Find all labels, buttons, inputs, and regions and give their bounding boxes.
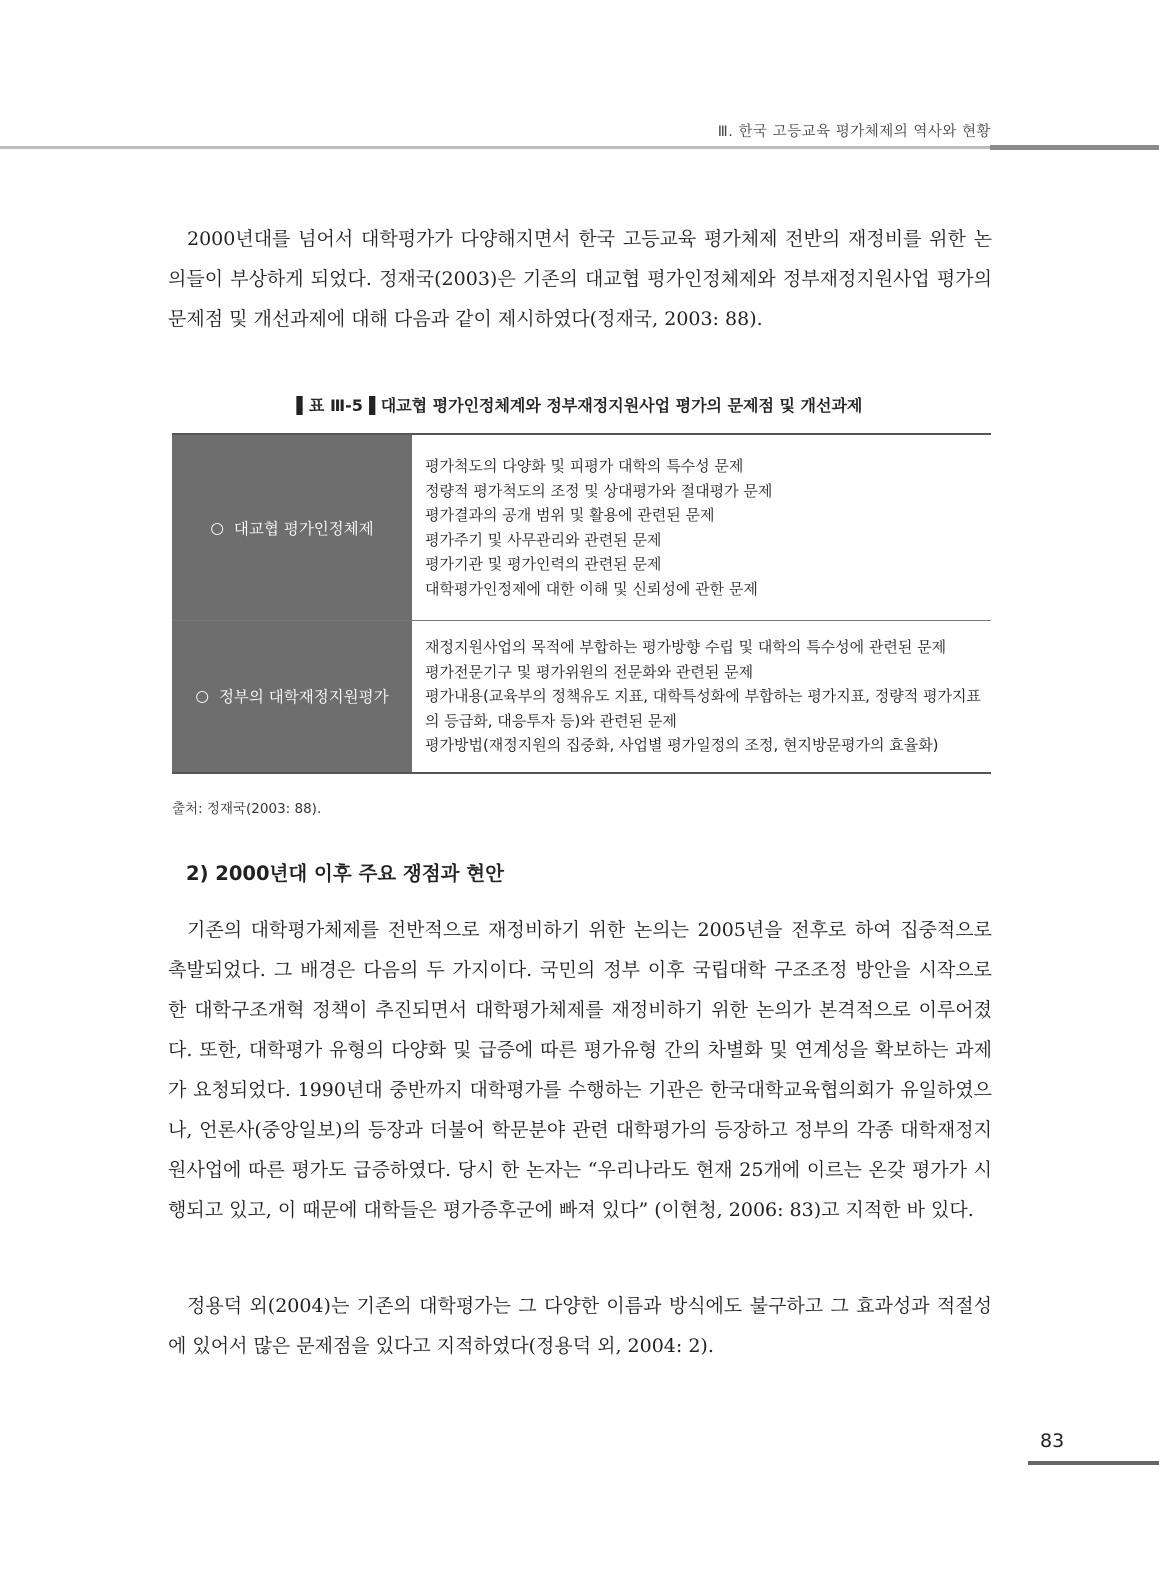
table-item: 평가전문기구 및 평가위원의 전문화와 관련된 문제 — [425, 662, 754, 681]
table-item: 평가방법(재정지원의 집중화, 사업별 평가일정의 조정, 현지방문평가의 효율화) — [425, 736, 939, 754]
table-items-cell — [413, 621, 991, 772]
table-item: 재정지원사업의 목적에 부합하는 평가방향 수립 및 대학의 특수성에 관련된 문제 — [425, 638, 947, 656]
table-items-cell — [413, 435, 991, 620]
category-label: 대교협 평가인정체제 — [233, 519, 374, 538]
table-source: 출처: 정재국(2003: 88). — [172, 801, 322, 817]
table-item: 평가기관 및 평가인력의 관련된 문제 — [425, 555, 662, 573]
header-rule-accent — [990, 145, 1159, 150]
category-label: 정부의 대학재정지원평가 — [218, 688, 389, 707]
issues-table — [172, 433, 991, 774]
table-item: 평가내용(교육부의 정책유도 지표, 대학특성화에 부합하는 평가지표, 정량적 평가지표의 등급화, 대응투자 등)와 관련된 문제 — [425, 687, 981, 730]
table-item: 대학평가인정제에 대한 이해 및 신뢰성에 관한 문제 — [425, 579, 758, 598]
table-item: 평가결과의 공개 범위 및 활용에 관련된 문제 — [425, 506, 715, 524]
body-paragraph: 정용덕 외(2004)는 기존의 대학평가는 그 다양한 이름과 방식에도 불구하고 그 효과성과 적절성에 있어서 많은 문제점을 있다고 지적하였다(정용덕 외, 2004: 2). — [168, 1295, 992, 1357]
section-heading: 2) 2000년대 이후 주요 쟁점과 현안 — [186, 862, 504, 885]
table-item: 평가척도의 다양화 및 피평가 대학의 특수성 문제 — [425, 457, 744, 475]
table-item: 정량적 평가척도의 조정 및 상대평가와 절대평가 문제 — [425, 481, 773, 500]
table-row — [172, 435, 991, 620]
running-head: Ⅲ. 한국 고등교육 평가체제의 역사와 현황 — [717, 124, 991, 140]
intro-paragraph: 2000년대를 넘어서 대학평가가 다양해지면서 한국 고등교육 평가체제 전반의 재정비를 위한 논의들이 부상하게 되었다. 정재국(2003)은 기존의 대교협 평가인정체제와 정부재정지원사업 평가의 문제점 및 개선과제에 대해 다음과 같이 제시하였다(정재국, 2003: 88). — [168, 228, 992, 330]
body-paragraph: 기존의 대학평가체제를 전반적으로 재정비하기 위한 논의는 2005년을 전후로 하여 집중적으로 촉발되었다. 그 배경은 다음의 두 가지이다. 국민의 정부 이후 국립대학 구조조정 방안을 시작으로 한 대학구조개혁 정책이 추진되면서 대학평가체제를 재정비하기 위한 논의가 본격적으로 이루어졌다. 또한, 대학평가 유형의 다양화 및 급증에 따른 평가유형 간의 차별화 및 연계성을 확보하는 과제가 요청되었다. 1990년대 중반까지 대학평가를 수행하는 기관은 한국대학교육협의회가 유일하였으나, 언론사(중앙일보)의 등장과 더불어 학문분야 관련 대학평가의 등장하고 정부의 각종 대학재정지원사업에 따른 평가도 급증하였다. 당시 한 논자는 “우리나라도 현재 25개에 이르는 온갖 평가가 시행되고 있고, 이 때문에 대학들은 평가증후군에 빠져 있다” (이현청, 2006: 83)고 지적한 바 있다. — [168, 919, 992, 1221]
page-number: 83 — [1040, 1430, 1065, 1452]
table-item: 평가주기 및 사무관리와 관련된 문제 — [425, 530, 662, 549]
table-category-cell — [172, 621, 413, 772]
circle-bullet-icon: ○ — [210, 518, 224, 537]
footer-rule — [1028, 1461, 1159, 1465]
table-category-cell — [172, 435, 413, 620]
table-row — [172, 620, 991, 772]
header-rule — [0, 146, 1159, 149]
table-title: ▌표 Ⅲ-5▐ 대교협 평가인정체계와 정부재정지원사업 평가의 문제점 및 개선과제 — [296, 396, 863, 415]
circle-bullet-icon: ○ — [195, 687, 209, 706]
